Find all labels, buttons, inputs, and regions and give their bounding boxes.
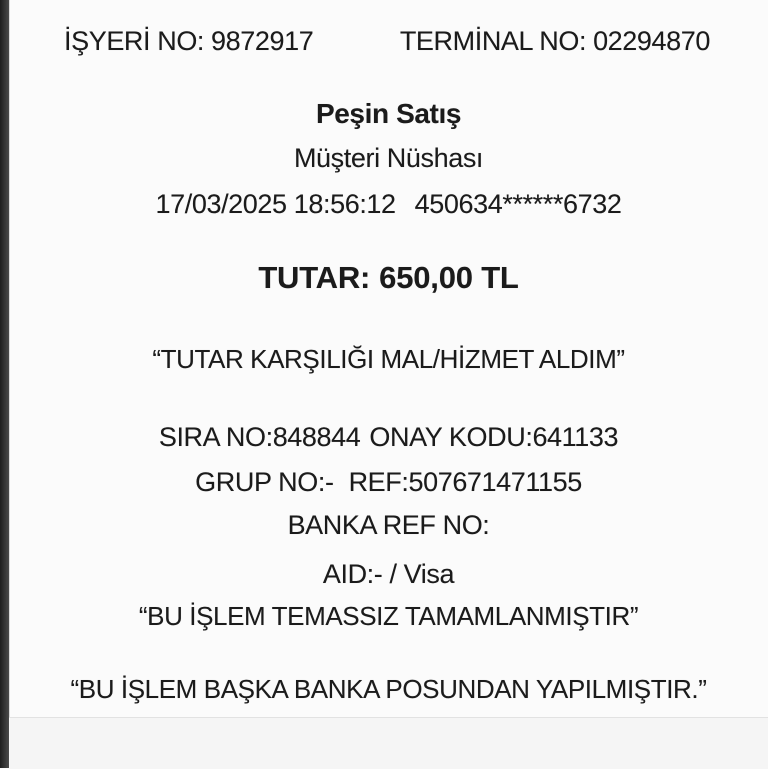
merchant-terminal-row <box>64 26 710 57</box>
grup-no-label: GRUP NO: <box>195 467 325 497</box>
bank-ref-line: BANKA REF NO: <box>287 510 490 540</box>
sira-no-value: 848844 <box>272 422 361 452</box>
aid-value: - / Visa <box>373 559 455 589</box>
terminal-no <box>400 26 710 57</box>
sequence-approval-line <box>9 423 768 451</box>
terminal-no-label: TERMİNAL NO: <box>399 26 587 56</box>
onay-kodu-value: 641133 <box>532 422 619 452</box>
merchant-no-value: 9872917 <box>211 26 314 56</box>
amount-line <box>9 262 768 295</box>
terminal-no-value: 02294870 <box>593 26 710 56</box>
merchant-no-label: İŞYERİ NO: <box>64 26 205 56</box>
datetime-card-line <box>9 190 768 218</box>
amount-label: TUTAR: <box>258 260 371 295</box>
merchant-no <box>64 26 313 57</box>
acknowledgement-note: “TUTAR KARŞILIĞI MAL/HİZMET ALDIM” <box>152 344 625 374</box>
sira-no-label: SIRA NO: <box>158 422 273 452</box>
aid-line <box>9 560 768 588</box>
paper-bottom-band <box>9 717 768 769</box>
onay-kodu-label: ONAY KODU: <box>369 422 533 452</box>
left-edge-bar <box>0 0 9 768</box>
sale-type-title: Peşin Satış <box>315 98 461 129</box>
contactless-note: “BU İŞLEM TEMASSIZ TAMAMLANMIŞTIR” <box>138 601 639 631</box>
ref-label: REF: <box>348 467 409 497</box>
grup-no-value: - <box>324 467 334 497</box>
other-bank-note: “BU İŞLEM BAŞKA BANKA POSUNDAN YAPILMIŞTIR.” <box>70 674 707 704</box>
masked-card-number: 450634******6732 <box>414 189 622 219</box>
transaction-datetime: 17/03/2025 18:56:12 <box>155 189 396 219</box>
customer-copy-label: Müşteri Nüshası <box>293 143 484 173</box>
aid-label: AID: <box>322 559 374 589</box>
ref-value: 507671471155 <box>408 467 582 497</box>
group-ref-line <box>9 468 768 496</box>
amount-value: 650,00 TL <box>379 260 519 295</box>
